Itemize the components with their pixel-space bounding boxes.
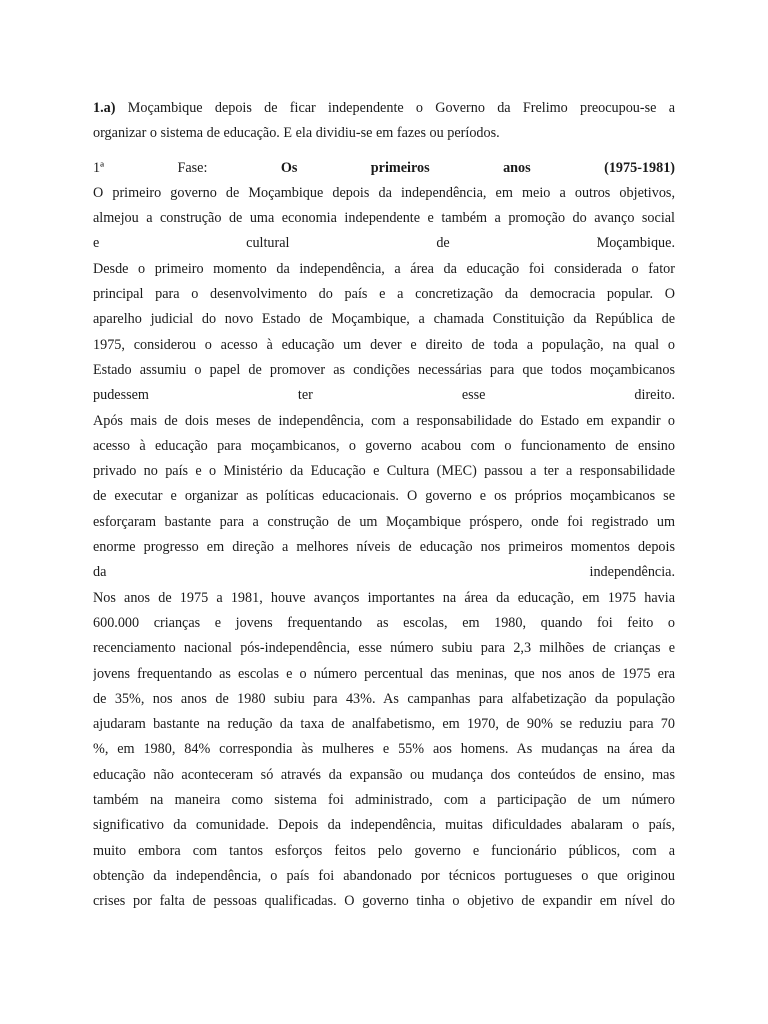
body-line: também na maneira como sistema foi administrado, com a participação de um número [93,792,675,809]
body-line: crises por falta de pessoas qualificadas. O governo tinha o objetivo de expandir em nível do [93,893,675,910]
phase-title-word-2: primeiros [370,159,430,176]
body-line: enorme progresso em direção a melhores níveis de educação nos primeiros momentos depois [93,539,675,556]
body-line: da independência. [93,564,675,581]
phase-fase: Fase: [177,159,208,176]
body-line: muito embora com tantos esforços feitos pelo governo e funcionário públicos, com a [93,842,675,859]
phase-number: 1ª [93,159,105,176]
phase-title-word-1: Os [280,159,298,176]
body-line: principal para o desenvolvimento do país e a concretização da democracia popular. O [93,286,675,303]
question-line-2: organizar o sistema de educação. E ela dividiu-se em fazes ou períodos. [93,125,500,142]
body-line: privado no país e o Ministério da Educação e Cultura (MEC) passou a ter a responsabilidade [93,463,675,480]
question-line-1 [93,96,675,121]
body-line: obtenção da independência, o país foi abandonado por técnicos portugueses o que originou [93,867,675,884]
phase-years: (1975-1981) [604,159,675,176]
body-line: de executar e organizar as políticas educacionais. O governo e os próprios moçambicanos se [93,488,675,505]
body-line: educação não aconteceram só através da expansão ou mudança dos conteúdos de ensino, mas [93,766,675,783]
body-line: pudessem ter esse direito. [93,387,675,404]
question-label: 1.a) [93,100,116,116]
document-page [93,96,675,915]
body-line: 1975, considerou o acesso à educação um dever e direito de toda a população, na qual o [93,336,675,353]
body-line: esforçaram bastante para a construção de um Moçambique próspero, onde foi registrado um [93,513,675,530]
body-line: Após mais de dois meses de independência, com a responsabilidade do Estado em expandir o [93,412,675,429]
body-line: significativo da comunidade. Depois da independência, muitas dificuldades abalaram o país, [93,817,675,834]
body-line: de 35%, nos anos de 1980 subiu para 43%. As campanhas para alfabetização da população [93,690,675,707]
body-line: %, em 1980, 84% correspondia às mulheres e 55% aos homens. As mudanças na área da [93,741,675,758]
body-line: jovens frequentando as escolas e o número percentual das meninas, que nos anos de 1975 era [93,665,675,682]
body-line: Desde o primeiro momento da independência, a área da educação foi considerada o fator [93,260,675,277]
body-line: almejou a construção de uma economia independente e também a promoção do avanço social [93,210,675,227]
question-text: Moçambique depois de ficar independente o Governo da Frelimo preocupou-se a [127,100,675,116]
phase-title-word-3: anos [503,159,531,176]
body-line: e cultural de Moçambique. [93,235,675,252]
body-line: acesso à educação para moçambicanos, o governo acabou com o funcionamento de ensino [93,437,675,454]
body-line: ajudaram bastante na redução da taxa de analfabetismo, em 1970, de 90% se reduziu para 70 [93,716,675,733]
phase-heading [93,156,675,181]
body-line: Nos anos de 1975 a 1981, houve avanços importantes na área da educação, em 1975 havia [93,589,675,606]
body-line: Estado assumiu o papel de promover as condições necessárias para que todos moçambicanos [93,361,675,378]
body-line: O primeiro governo de Moçambique depois da independência, em meio a outros objetivos, [93,184,675,201]
body-line: aparelho judicial do novo Estado de Moçambique, a chamada Constituição da República de [93,311,675,328]
body-line: recenciamento nacional pós-independência, esse número subiu para 2,3 milhões de crianças e [93,640,675,657]
body-line: 600.000 crianças e jovens frequentando as escolas, em 1980, quando foi feito o [93,614,675,631]
